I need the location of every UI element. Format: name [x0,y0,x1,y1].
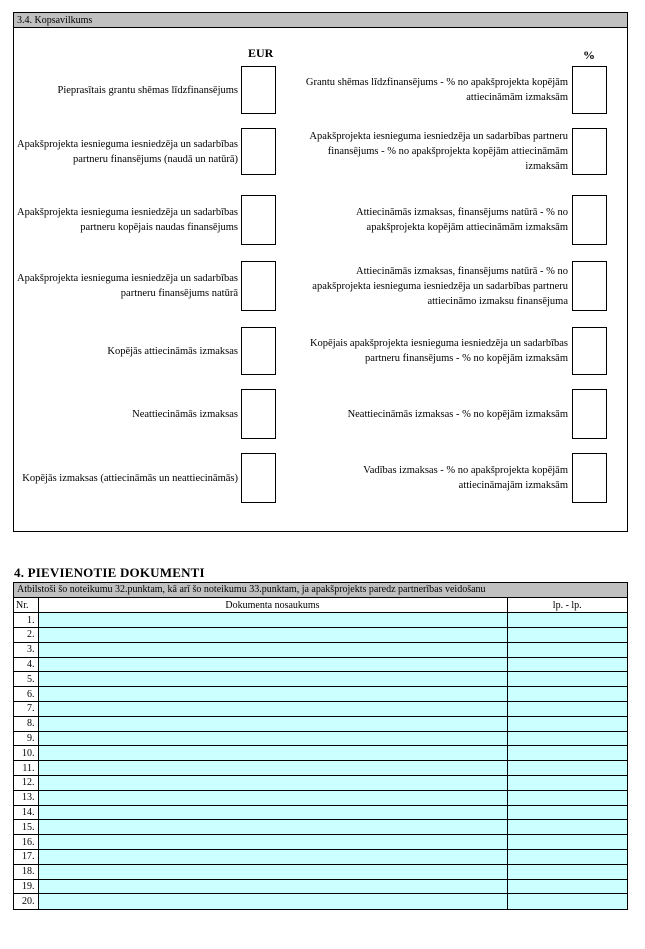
row-number: 6. [14,687,38,702]
document-name-cell[interactable] [38,672,507,687]
pages-cell[interactable] [507,628,627,643]
document-name-cell[interactable] [38,687,507,702]
document-name-cell[interactable] [38,628,507,643]
row-number: 12. [14,776,38,791]
eur-amount-box[interactable] [241,389,276,439]
document-name-cell[interactable] [38,716,507,731]
table-row [14,731,627,746]
summary-right-label: Attiecināmās izmaksas, finansējums natūrā - % no apakšprojekta kopējām attiecināmām izmaksām [356,207,568,233]
table-row [14,657,627,672]
documents-table-header [14,598,627,613]
row-number: 1. [14,613,38,628]
pages-cell[interactable] [507,613,627,628]
pages-cell[interactable] [507,864,627,879]
percent-value-box[interactable] [572,66,607,114]
document-name-cell[interactable] [38,642,507,657]
table-row [14,613,627,628]
document-name-cell[interactable] [38,776,507,791]
eur-amount-box[interactable] [241,261,276,311]
summary-left-label: Kopējās attiecināmās izmaksas [107,346,238,357]
eur-amount-box[interactable] [241,195,276,245]
table-row [14,702,627,717]
table-row [14,776,627,791]
pages-cell[interactable] [507,642,627,657]
summary-right-label: Grantu shēmas līdzfinansējums - % no apakšprojekta kopējām attiecināmām izmaksām [305,77,568,103]
column-header-pages: lp. - lp. [507,598,627,613]
eur-amount-box[interactable] [241,327,276,375]
pages-cell[interactable] [507,879,627,894]
column-header-document-name: Dokumenta nosaukums [38,598,507,613]
attached-documents-section [13,582,628,910]
pages-cell[interactable] [507,687,627,702]
pages-cell[interactable] [507,657,627,672]
document-name-cell[interactable] [38,746,507,761]
pages-cell[interactable] [507,805,627,820]
document-name-cell[interactable] [38,894,507,909]
table-row [14,716,627,731]
row-number: 19. [14,879,38,894]
pages-cell[interactable] [507,776,627,791]
row-number: 13. [14,790,38,805]
row-number: 4. [14,657,38,672]
pages-cell[interactable] [507,835,627,850]
table-row [14,761,627,776]
document-name-cell[interactable] [38,820,507,835]
table-row [14,628,627,643]
row-number: 8. [14,716,38,731]
document-name-cell[interactable] [38,657,507,672]
table-row [14,687,627,702]
table-row [14,790,627,805]
summary-right-label: Neattiecināmās izmaksas - % no kopējām izmaksām [347,409,568,420]
pages-cell[interactable] [507,894,627,909]
percent-value-box[interactable] [572,261,607,311]
percent-value-box[interactable] [572,389,607,439]
document-name-cell[interactable] [38,835,507,850]
table-row [14,835,627,850]
attached-documents-title: 4. PIEVIENOTIE DOKUMENTI [14,565,205,580]
table-row [14,805,627,820]
summary-right-label: Kopējais apakšprojekta iesnieguma iesniedzēja un sadarbības partneru finansējums - % no kopējām izmaksām [309,338,568,364]
row-number: 11. [14,761,38,776]
pages-cell[interactable] [507,716,627,731]
eur-amount-box[interactable] [241,453,276,503]
table-row [14,820,627,835]
column-header-nr: Nr. [14,598,38,613]
table-row [14,746,627,761]
document-name-cell[interactable] [38,790,507,805]
summary-section [13,12,628,532]
summary-header: 3.4. Kopsavilkums [14,12,627,28]
summary-right-label: Attiecināmās izmaksas, finansējums natūrā - % no apakšprojekta iesnieguma iesniedzēja un sadarbības partneru attiecināmo izmaksu finansējuma [312,266,568,307]
summary-left-label: Pieprasītais grantu shēmas līdzfinansējums [57,85,238,96]
row-number: 20. [14,894,38,909]
pages-cell[interactable] [507,850,627,865]
table-row [14,864,627,879]
pages-cell[interactable] [507,746,627,761]
table-row [14,879,627,894]
row-number: 15. [14,820,38,835]
summary-left-label: Apakšprojekta iesnieguma iesniedzēja un sadarbības partneru kopējais naudas finansējums [16,207,238,233]
percent-value-box[interactable] [572,453,607,503]
row-number: 5. [14,672,38,687]
table-row [14,850,627,865]
document-name-cell[interactable] [38,864,507,879]
summary-left-label: Kopējās izmaksas (attiecināmās un neattiecināmās) [22,473,238,484]
row-number: 7. [14,702,38,717]
summary-right-label: Vadības izmaksas - % no apakšprojekta kopējām attiecināmajām izmaksām [363,465,568,491]
document-name-cell[interactable] [38,731,507,746]
pages-cell[interactable] [507,702,627,717]
pages-cell[interactable] [507,790,627,805]
percent-value-box[interactable] [572,128,607,175]
pages-cell[interactable] [507,820,627,835]
documents-table [14,598,627,909]
table-row [14,894,627,909]
document-name-cell[interactable] [38,702,507,717]
document-name-cell[interactable] [38,879,507,894]
percent-column-label: % [583,48,595,62]
eur-amount-box[interactable] [241,66,276,114]
row-number: 18. [14,864,38,879]
document-name-cell[interactable] [38,805,507,820]
row-number: 14. [14,805,38,820]
document-name-cell[interactable] [38,613,507,628]
row-number: 16. [14,835,38,850]
table-row [14,642,627,657]
attached-documents-subtitle: Atbilstoši šo noteikumu 32.punktam, kā arī šo noteikumu 33.punktam, ja apakšprojekts paredz partnerības veidošanu [14,583,627,598]
percent-value-box[interactable] [572,195,607,245]
row-number: 17. [14,850,38,865]
pages-cell[interactable] [507,761,627,776]
row-number: 2. [14,628,38,643]
document-name-cell[interactable] [38,850,507,865]
row-number: 10. [14,746,38,761]
summary-left-label: Apakšprojekta iesnieguma iesniedzēja un sadarbības partneru finansējums natūrā [16,273,238,299]
eur-amount-box[interactable] [241,128,276,175]
row-number: 3. [14,642,38,657]
pages-cell[interactable] [507,672,627,687]
pages-cell[interactable] [507,731,627,746]
percent-value-box[interactable] [572,327,607,375]
document-name-cell[interactable] [38,761,507,776]
summary-left-label: Apakšprojekta iesnieguma iesniedzēja un sadarbības partneru finansējums (naudā un natūrā) [16,139,238,165]
summary-right-label: Apakšprojekta iesnieguma iesniedzēja un sadarbības partneru finansējums - % no apakšprojekta kopējām attiecināmām izmaksām [309,131,568,172]
table-row [14,672,627,687]
summary-left-label: Neattiecināmās izmaksas [132,409,238,420]
eur-column-label: EUR [248,46,274,60]
row-number: 9. [14,731,38,746]
